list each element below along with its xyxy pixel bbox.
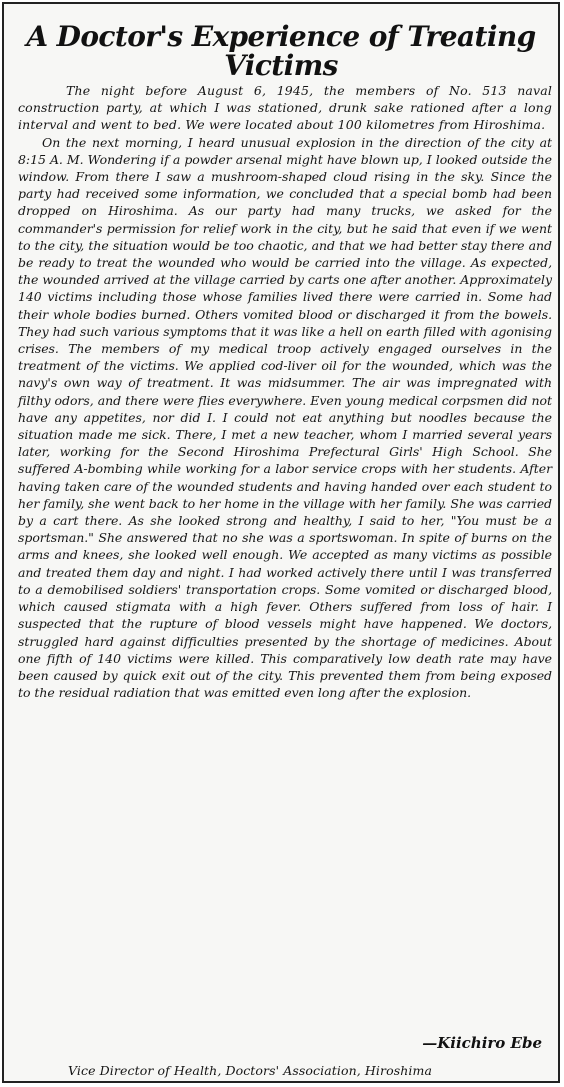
newspaper-clipping: [2, 2, 560, 1083]
author-signature: —Kiichiro Ebe: [422, 1034, 542, 1052]
article-title: A Doctor's Experience of Treating Victims: [26, 20, 536, 82]
author-byline: Vice Director of Health, Doctors' Association, Hiroshima: [68, 1063, 433, 1078]
article-paragraph-2: On the next morning, I heard unusual explosion in the direction of the city at 8:15 A. M. Wondering if a powder arsenal might have blown up, I looked outside the window. From there I saw a mushroom-shaped cloud rising in the sky. Since the party had received some information, we concluded that a special bomb had been dropped on Hiroshima. As our party had many trucks, we asked for the commander's permission for relief work in the city, but he said that even if we went to the city, the situation would be too chaotic, and that we had better stay there and be ready to treat the wounded who would be carried into the village. As expected, the wounded arrived at the village carried by carts one after another. Approximately 140 victims including those whose families lived there were carried in. Some had their whole bodies burned. Others vomited blood or discharged it from the bowels. They had such various symptoms that it was like a hell on earth filled with agonising crises. The members of my medical troop actively engaged ourselves in the treatment of the victims. We applied cod-liver oil for the wounded, which was the navy's own way of treatment. It was midsummer. The air was impregnated with filthy odors, and there were flies everywhere. Even young medical corpsmen did not have any appetites, nor did I. I could not eat anything but noodles because the situation made me sick. There, I met a new teacher, whom I married several years later, working for the Second Hiroshima Prefectural Girls' High School. She suffered A-bombing while working for a labor service crops with her students. After having taken care of the wounded students and having handed over each student to her family, she went back to her home in the village with her family. She was carried by a cart there. As she looked strong and healthy, I said to her, "You must be a sportsman." She answered that no she was a sportswoman. In spite of burns on the arms and knees, she looked well enough. We accepted as many victims as possible and treated them day and night. I had worked actively there until I was transferred to a demobilised soldiers' transportation crops. Some vomited or discharged blood, which caused stigmata with a high fever. Others suffered from loss of hair. I suspected that the rupture of blood vessels might have happened. We doctors, struggled hard against difficulties presented by the shortage of medicines. About one fifth of 140 victims were killed. This comparatively low death rate may have been caused by quick exit out of the city. This prevented them from being exposed to the residual radiation that was emitted even long after the explosion.: [18, 134, 552, 701]
article-paragraph-1: The night before August 6, 1945, the members of No. 513 naval construction party, at which I was stationed, drunk sake rationed after a long interval and went to bed. We were located about 100 kilometres from Hiroshima.: [18, 83, 552, 133]
article-body: [18, 82, 552, 701]
